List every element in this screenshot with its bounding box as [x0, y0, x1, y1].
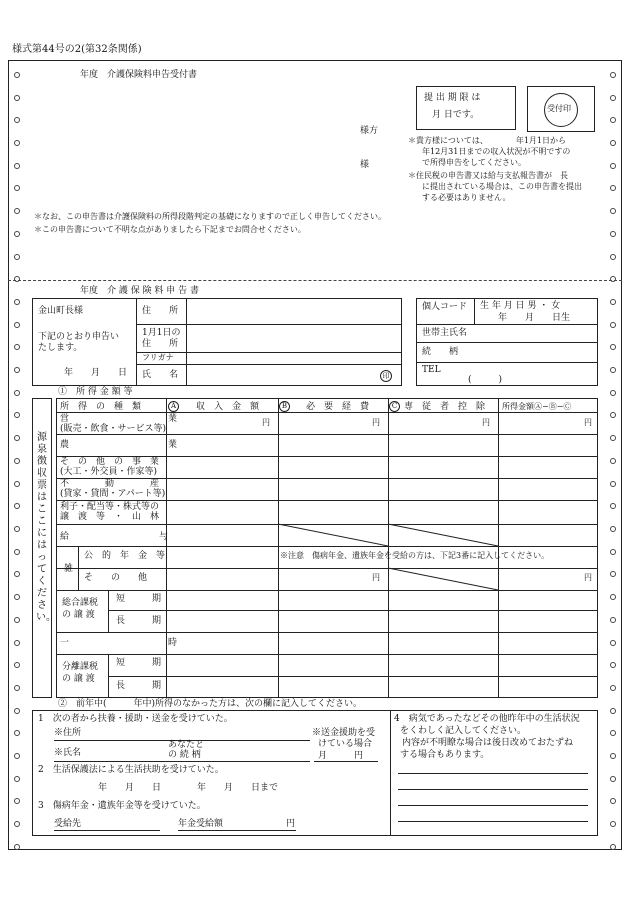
row-real-estate-2: (貸家・貸間・アパート等) [60, 489, 166, 499]
yen-misc-d: 円 [584, 573, 592, 582]
row-pension: 公 的 年 金 等 [84, 551, 166, 561]
prev-item-4-3: 内容が不明瞭な場合は後日改めておたずね [402, 738, 574, 748]
prev-item-2: 2 生活保護法による生活扶助を受けていた。 [38, 765, 224, 775]
receipt-notice-2: ＊この申告書について不明な点がありましたら下記までお問合せください。 [34, 225, 306, 234]
prev-item-4-1: 4 病気であったなどその他昨年中の生活状況 [394, 714, 580, 724]
row-separate-long: 長 期 [116, 681, 162, 691]
withholding-slip-label: 源泉徴収票はここにはってください。 [36, 432, 56, 623]
declaration: 下記のとおり申告い たします。 [38, 332, 120, 353]
row-other-business-1: そ の 他 の 事 業 [60, 457, 160, 467]
prev-send-1: ※送金援助を受 [312, 728, 376, 738]
row-other-business-2: (大工・外交員・作家等) [60, 467, 158, 477]
tel-label: TEL [422, 365, 441, 375]
prev-item-4-2: をくわしく記入してください。 [400, 726, 527, 736]
row-interest-2: 譲 渡 等 ・ 山 林 [60, 512, 160, 522]
name-label: 氏 名 [142, 370, 179, 380]
addressee: 金山町長様 [38, 306, 84, 316]
receipt-note-4: ＊住民税の申告書又は給与支払報告書が 長 [408, 171, 568, 180]
tel-paren[interactable]: ( ) [468, 375, 503, 385]
prev-pension-amount[interactable]: 年金受給額 円 [178, 819, 296, 829]
row-real-estate-1: 不 動 産 [60, 479, 160, 489]
yen-d: 円 [584, 418, 592, 427]
prev-support-name[interactable]: ※氏名 [54, 748, 82, 758]
row-misc: 雑 [64, 564, 74, 574]
row-business-2: (販売・飲食・サービス等) [60, 424, 167, 434]
birth-label: 生 年 月 日 男 ・ 女 [480, 301, 561, 311]
caution-note: ※注意 傷病年金、遺族年金を受給の方は、下記3番に記入してください。 [280, 551, 550, 560]
furigana-label: フリガナ [142, 353, 174, 362]
receipt-note-3: で所得申告をしてください。 [422, 158, 526, 167]
col-expenses: 必 要 経 費 [306, 402, 370, 412]
col-deduction: 専 従 者 控 除 [404, 402, 486, 412]
seal-mark: 印 [380, 370, 392, 382]
yen-c: 円 [482, 418, 490, 427]
personal-code-label: 個人コード [422, 302, 468, 312]
receipt-notice-1: ＊なお、この申告書は介護保険料の所得段階判定の基礎になりますので正しく申告してください。 [34, 212, 386, 221]
mark-c: C [389, 401, 400, 412]
prev-welfare-period[interactable]: 年 月 日 年 月 日まで [98, 783, 279, 793]
prev-item-1: 1 次の者から扶養・援助・送金を受けていた。 [38, 714, 233, 724]
prev-relation-2: の 続 柄 [168, 750, 201, 760]
receipt-note-2: 年12月31日までの収入状況が不明ですの [422, 147, 571, 156]
form-title: 年度 介 護 保 険 料 申 告 書 [80, 286, 200, 296]
address-label: 住 所 [142, 306, 179, 316]
row-general-transfer-1: 総合課税 [62, 598, 99, 608]
row-general-short: 短 期 [116, 594, 162, 604]
row-agriculture: 農 業 [60, 440, 178, 450]
prev-relation-1: あなたと [168, 740, 205, 750]
income-section-title: ① 所 得 金 額 等 [58, 387, 133, 397]
prev-pension-payer[interactable]: 受給先 [54, 819, 82, 829]
receipt-title: 年度 介護保険料申告受付書 [80, 70, 198, 80]
prev-support-address[interactable]: ※住所 [54, 728, 82, 738]
yen-misc-b: 円 [372, 573, 380, 582]
birth-date[interactable]: 年 月 日生 [498, 313, 571, 323]
receipt-note-6: する必要はありません。 [422, 193, 511, 202]
mark-b: B [279, 401, 290, 412]
form-id: 様式第44号の2(第32条関係) [12, 44, 142, 55]
prev-send-amount[interactable]: 月 円 [318, 751, 364, 761]
deadline-text-1: 提 出 期 限 は [424, 93, 481, 103]
col-income-amount: 所得金額Ⓐ−Ⓑ−Ⓒ [502, 402, 572, 411]
honorific-sama: 様 [360, 160, 370, 170]
jan1-address-label: 1月1日の 住 所 [142, 328, 181, 349]
prev-item-3: 3 傷病年金・遺族年金等を受けていた。 [38, 801, 206, 811]
application-date[interactable]: 年 月 日 [64, 368, 128, 378]
deadline-text-2: 月 日です。 [432, 110, 480, 120]
mark-a: A [168, 401, 179, 412]
col-revenue: 収 入 金 額 [196, 402, 260, 412]
row-separate-short: 短 期 [116, 658, 162, 668]
relation-label: 続 柄 [422, 347, 459, 357]
stamp-label: 受付印 [547, 104, 571, 113]
row-salary: 給 与 [60, 532, 169, 542]
honorific-sama-kata: 様方 [360, 126, 379, 136]
yen-a: 円 [262, 418, 270, 427]
row-separate-transfer-2: の 譲 渡 [62, 674, 95, 684]
row-general-long: 長 期 [116, 616, 162, 626]
row-separate-transfer-1: 分離課税 [62, 662, 99, 672]
yen-b: 円 [372, 418, 380, 427]
row-business-1: 営 業 [60, 414, 178, 424]
prev-item-4-4: する場合もあります。 [400, 750, 490, 760]
row-general-transfer-2: の 譲 渡 [62, 610, 95, 620]
prev-section-title: ② 前年中( 年中)所得のなかった方は、次の欄に記入してください。 [58, 699, 363, 709]
row-interest-1: 利子・配当等・株式等の [60, 502, 160, 512]
col-income-type: 所 得 の 種 類 [60, 402, 142, 412]
prev-send-2: けている場合 [318, 739, 373, 749]
receipt-note-5: に提出されている場合は、この申告書を提出 [422, 182, 582, 191]
receipt-note-1: ＊貴方様については、 年1月1日から [408, 136, 567, 145]
row-misc-other: そ の 他 [84, 573, 148, 583]
household-head-label: 世帯主氏名 [422, 328, 468, 338]
row-temporary: 一 時 [60, 638, 178, 648]
